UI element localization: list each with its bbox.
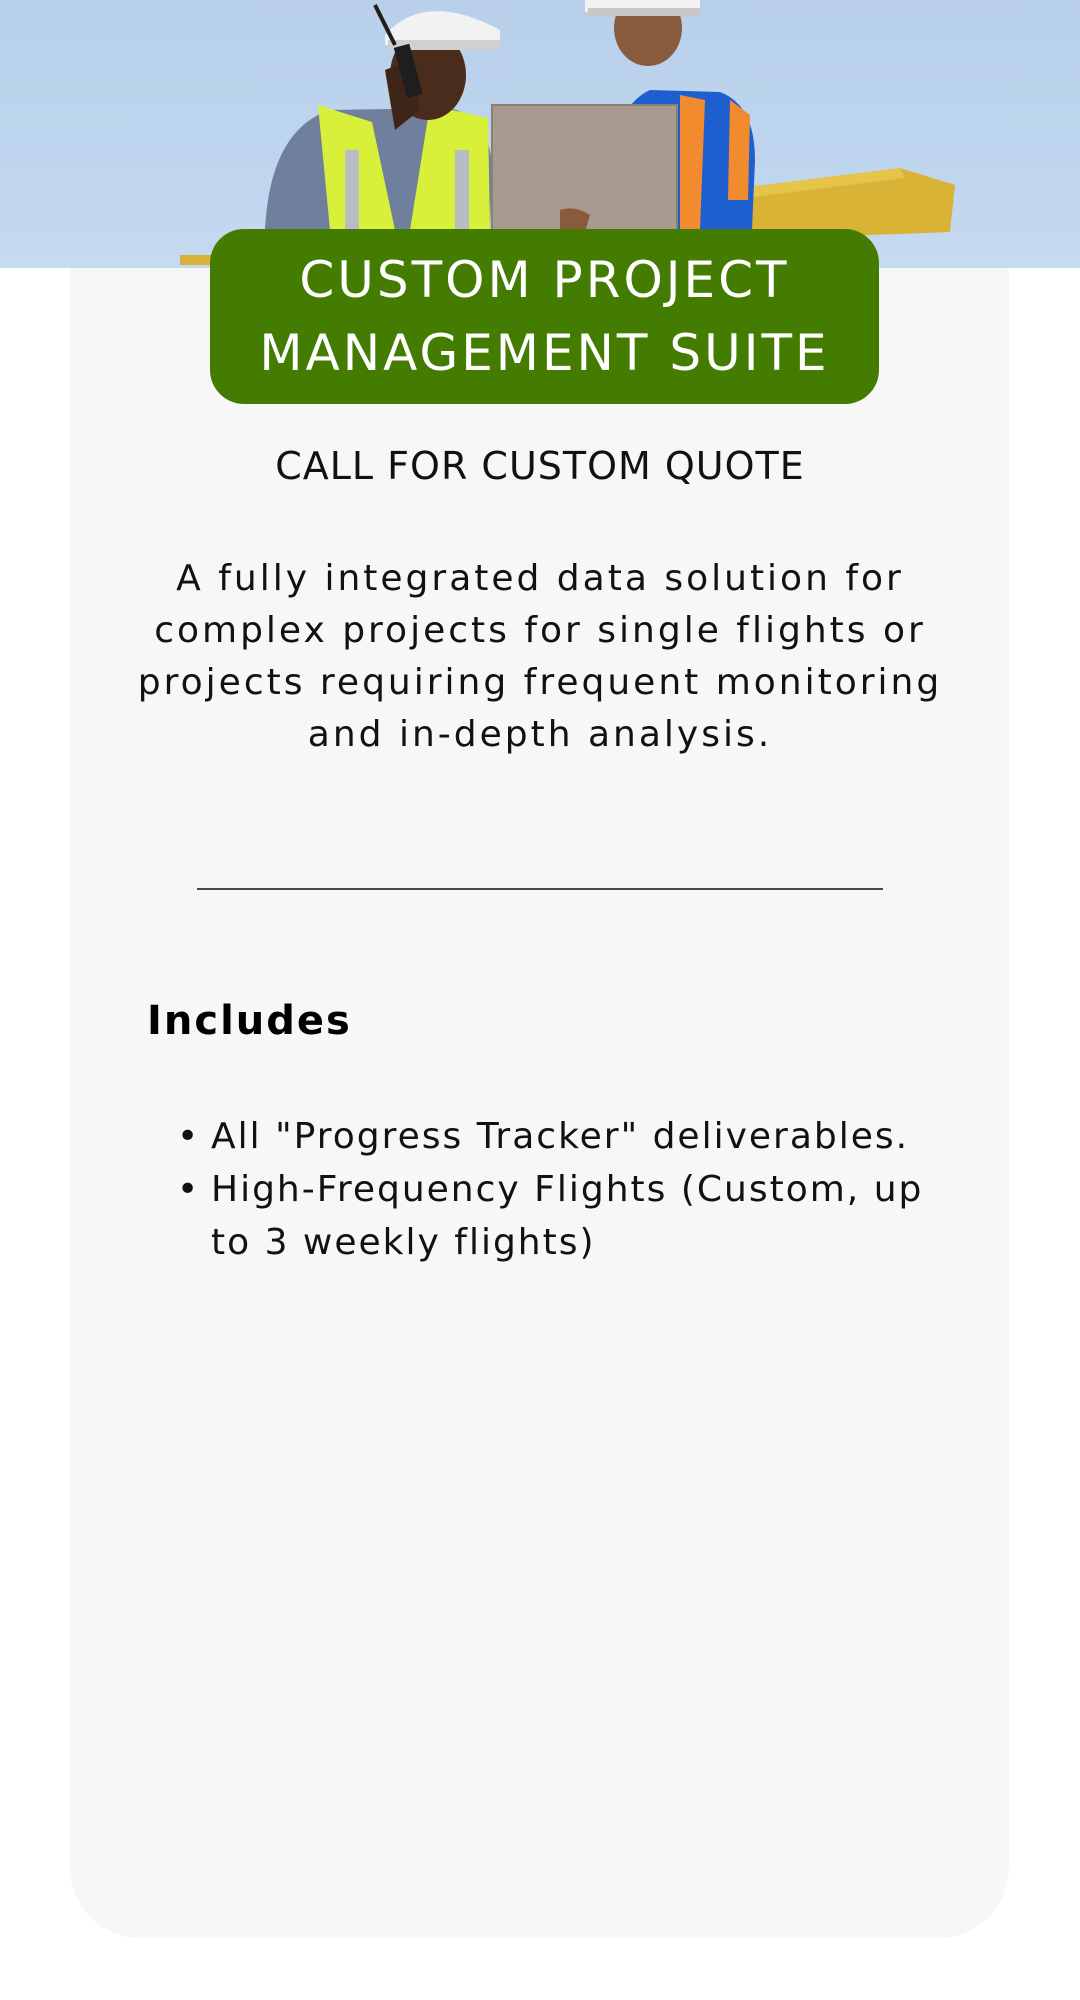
hero-photo xyxy=(0,0,1080,268)
construction-workers-illustration xyxy=(0,0,1080,268)
pricing-card xyxy=(70,268,1009,1938)
includes-list xyxy=(147,1110,927,1269)
list-item: • High-Frequency Flights (Custom, up to 3 weekly flights) xyxy=(147,1163,927,1269)
list-item: • All "Progress Tracker" deliverables. xyxy=(147,1110,927,1163)
plan-title-badge xyxy=(210,229,879,404)
price-text: CALL FOR CUSTOM QUOTE xyxy=(275,444,805,488)
plan-title: CUSTOM PROJECT MANAGEMENT SUITE xyxy=(259,250,830,382)
divider xyxy=(197,888,883,890)
includes-heading: Includes xyxy=(147,998,352,1044)
plan-description: A fully integrated data solution for complex projects for single flights or projects requiring frequent monitoring and in-depth analysis. xyxy=(137,558,943,755)
